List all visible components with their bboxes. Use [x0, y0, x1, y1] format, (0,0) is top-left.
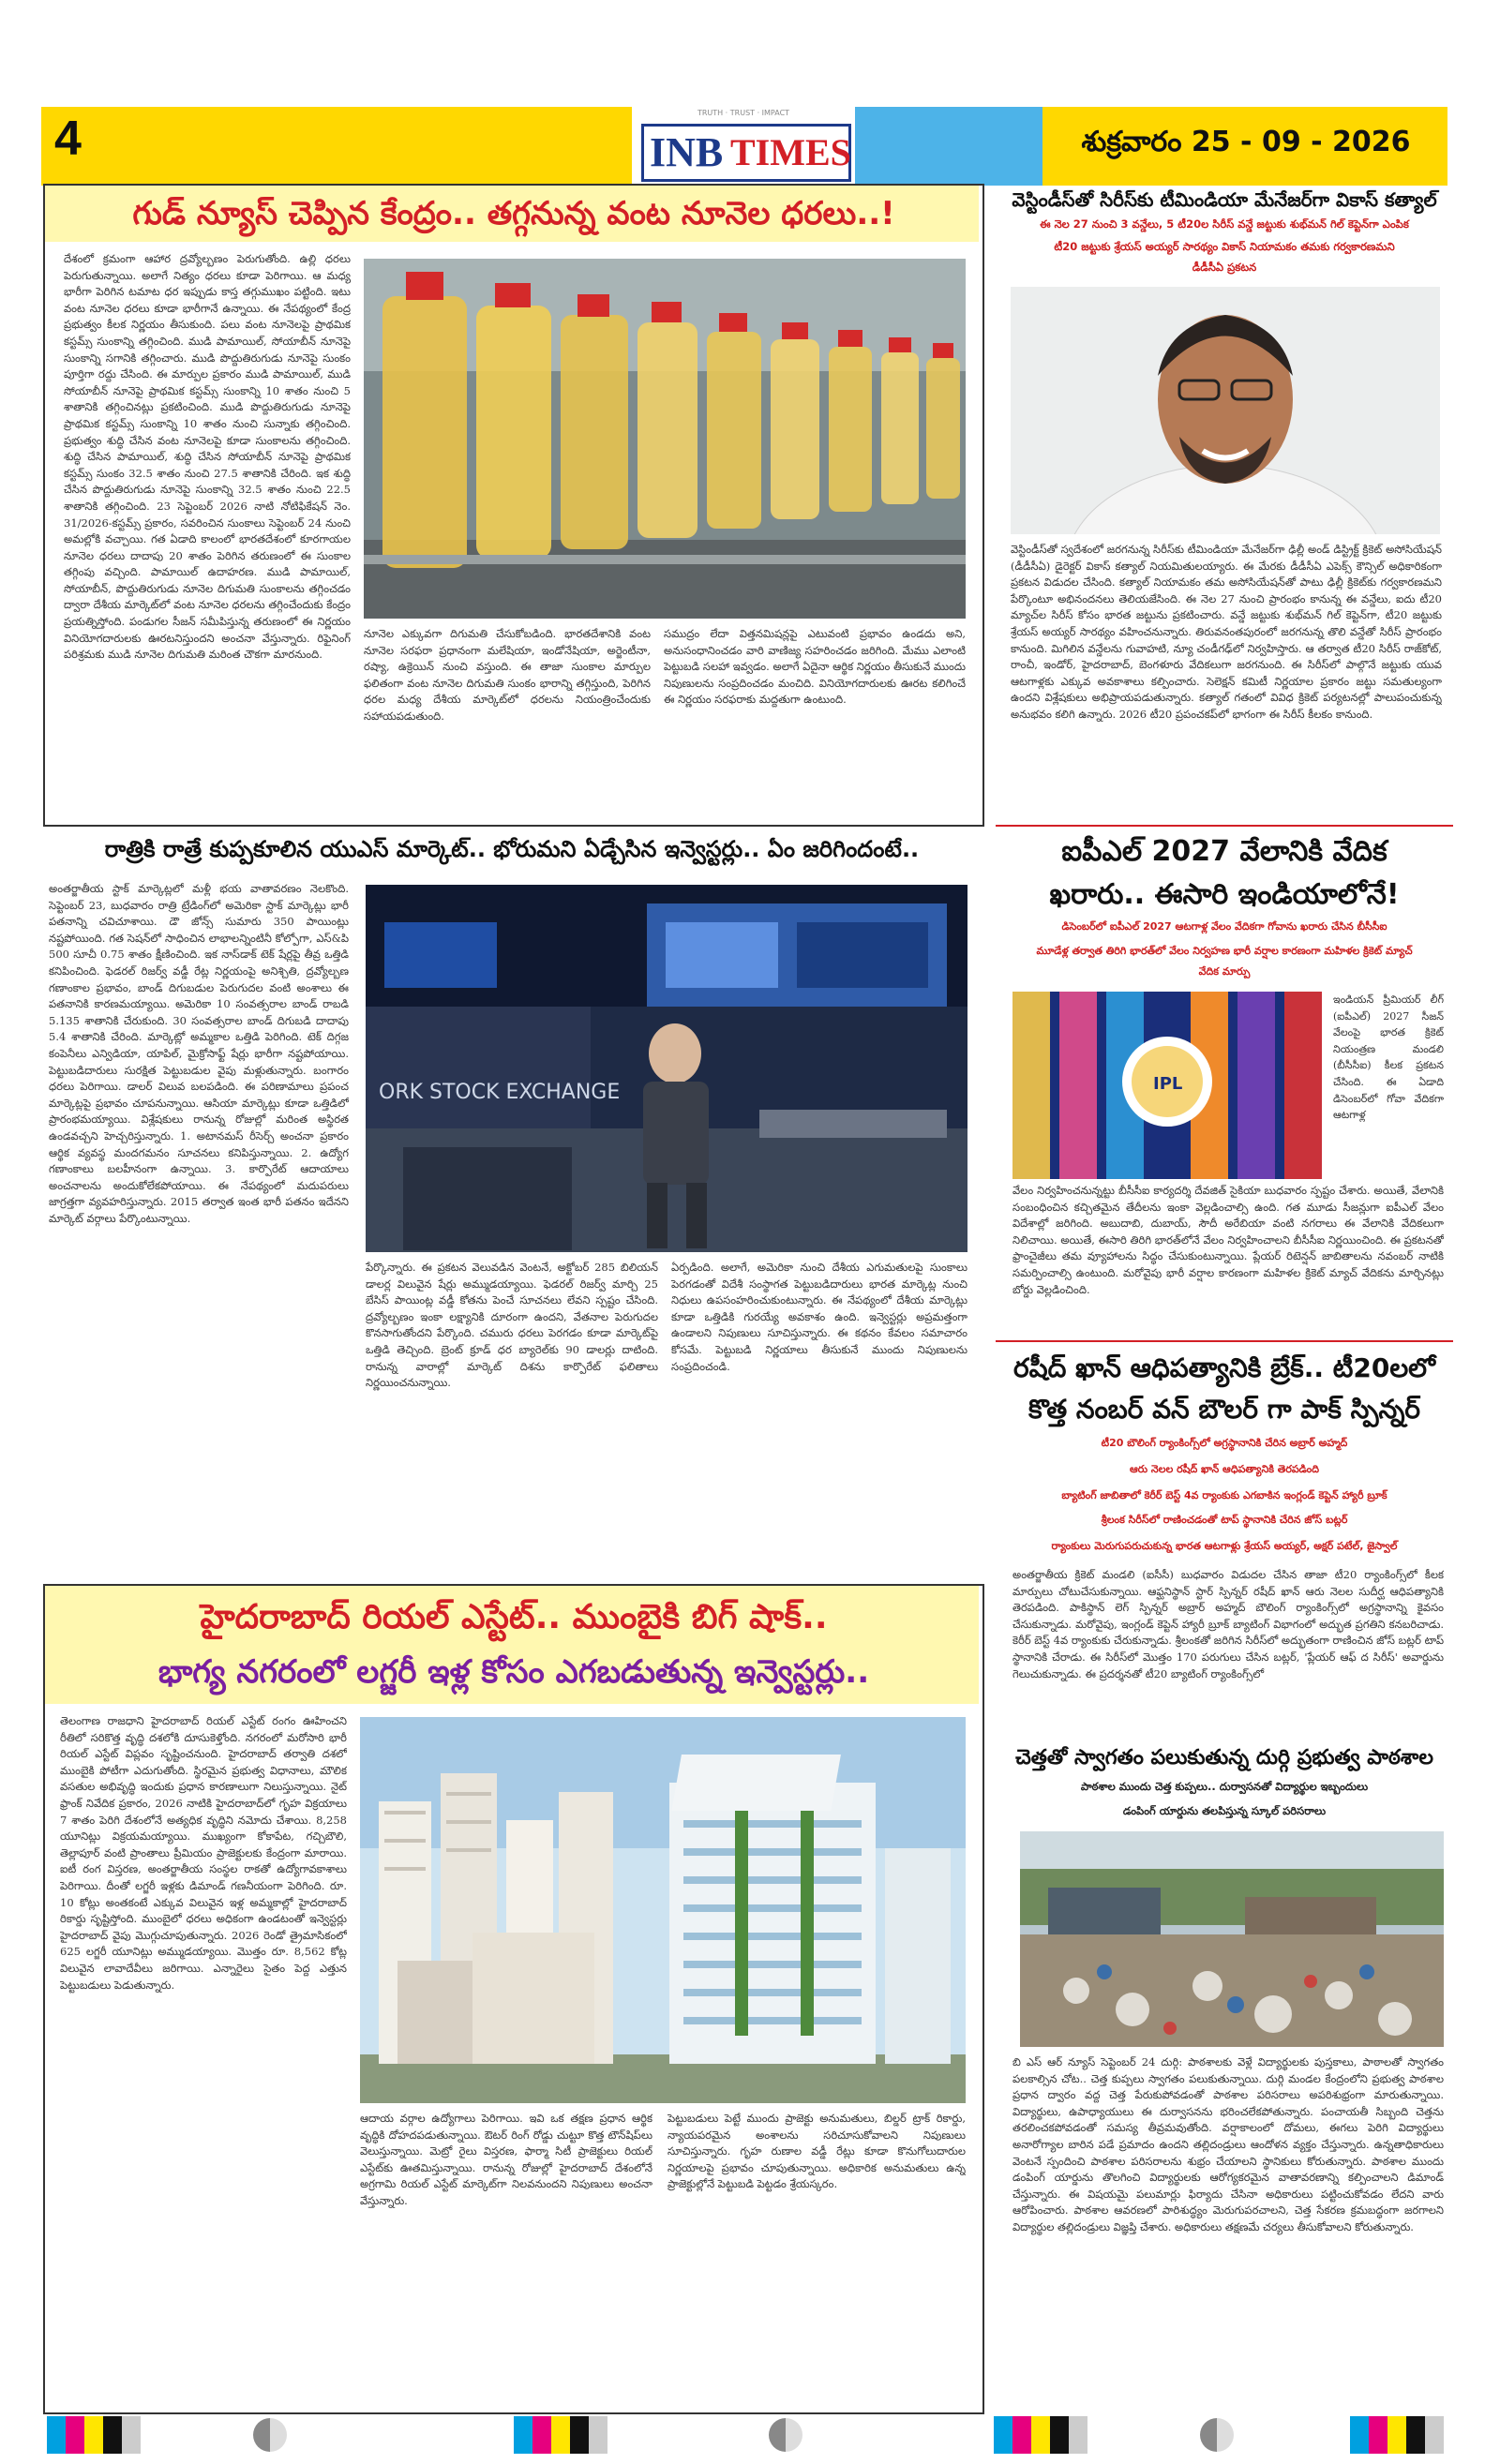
usmarket-body-mid: పేర్కొన్నారు. ఈ ప్రకటన వెలువడిన వెంటనే, అక్టోబర్ 285 బిలియన్ డాలర్ల విలువైన షేర్లు అమ్ముడయ్యాయి. ఫెడరల్ రిజర్వ్ మార్చి 25 బేసిస్ పాయింట్ల వడ్డీ కోతను పెంచే సూచనలు లేవని స్పష్టం చేసింది. ద్రవ్యోల్బణం ఇంకా లక్ష్యానికి దూరంగా ఉందని, వేతనాల పెరుగుదల కొనసాగుతోందని పేర్కొంది. చమురు ధరలు పెరగడం కూడా మార్కెట్‌పై ఒత్తిడి తెచ్చింది. బ్రెంట్ క్రూడ్ ధర బ్యారెల్‌కు 90 డాలర్లు దాటింది. రానున్న వారాల్లో మార్కెట్ దిశను కార్పొరేట్ ఫలితాలు నిర్ణయించనున్నాయి. [366, 1261, 658, 1390]
ipl-body: వేలం నిర్వహించనున్నట్టు బీసీసీఐ కార్యదర్శి దేవజిత్ సైకియా బుధవారం స్పష్టం చేశారు. అయితే, వేలానికి సంబంధించిన కచ్చితమైన తేదీలను ఇంకా వెల్లడించాల్సి ఉంది. గత మూడు సీజన్లుగా ఐపీఎల్ వేలం విదేశాల్లో జరిగింది. అబుదాబి, దుబాయ్, సౌదీ అరేబియా వంటి నగరాలు ఈ వేలానికి వేదికలుగా నిలిచాయి. అయితే, ఈసారి తిరిగి భారత్‌లోనే వేలం నిర్వహించాలని బీసీసీఐ నిర్ణయించింది. ఈ ప్రకటనతో ఫ్రాంచైజీలు తమ వ్యూహాలను సిద్ధం చేసుకుంటున్నాయి. ప్లేయర్ రిటెన్షన్ జాబితాలను నవంబర్ నాటికి సమర్పించాల్సి ఉంటుంది. మరోవైపు భారీ వర్షాల కారణంగా మహిళల క్రికెట్ మ్యాచ్ వేదికను మార్చినట్లు బోర్డు వెల్లడించింది. [1012, 1184, 1444, 1296]
color-bar-mid-1 [514, 2416, 617, 2454]
usmarket-body-right: ఏర్పడింది. అలాగే, అమెరికా నుంచి దేశీయ ఎగుమతులపై సుంకాలు పెరగడంతో విదేశీ సంస్థాగత పెట్టుబడిదారులు భారత మార్కెట్ల నుంచి నిధులు ఉపసంహరించుకుంటున్నారు. ఈ నేపథ్యంలో దేశీయ మార్కెట్లు కూడా ఒత్తిడికి గురయ్యే అవకాశం ఉంది. ఇన్వెస్టర్లు అప్రమత్తంగా ఉండాలని నిపుణులు సూచిస్తున్నారు. ఈ కథనం కేవలం సమాచారం కోసమే. పెట్టుబడి నిర్ణయాలు తీసుకునే ముందు నిపుణులను సంప్రదించండి. [671, 1261, 968, 1373]
svg-text:ORK STOCK EXCHANGE: ORK STOCK EXCHANGE [379, 1081, 621, 1104]
page-number: 4 [54, 112, 82, 166]
usmarket-body-left: అంతర్జాతీయ స్టాక్ మార్కెట్లలో మళ్లీ భయ వాతావరణం నెలకొంది. సెప్టెంబర్ 23, బుధవారం రాత్రి ట్రేడింగ్‌లో అమెరికా స్టాక్ మార్కెట్లు భారీ పతనాన్ని చవిచూశాయి. డౌ జోన్స్ సుమారు 350 పాయింట్లు నష్టపోయింది. గత సెషన్‌లో సాధించిన లాభాలన్నింటినీ కోల్పోగా, ఎస్&పి 500 సూచీ 0.75 శాతం క్షీణించింది. ఇక నాస్‌డాక్ టెక్ షేర్లపై తీవ్ర ఒత్తిడి కనిపించింది. ఫెడరల్ రిజర్వ్ వడ్డీ రేట్ల నిర్ణయంపై అనిశ్చితి, ద్రవ్యోల్బణ గణాంకాల ప్రభావం, బాండ్ దిగుబడుల పెరుగుదల వంటి అంశాలు ఈ పతనానికి కారణమయ్యాయి. అమెరికా 10 సంవత్సరాల బాండ్ రాబడి 5.135 శాతానికి చేరుకుంది. 30 సంవత్సరాల బాండ్ దిగుబడి దాదాపు 5.4 శాతానికి చేరింది. మార్కెట్లో అమ్మకాల ఒత్తిడి పెరిగింది. టెక్ దిగ్గజ కంపెనీలు ఎన్విడియా, యాపిల్, మైక్రోసాఫ్ట్ షేర్లు భారీగా నష్టపోయాయి. పెట్టుబడిదారులు సురక్షిత పెట్టుబడుల వైపు మళ్లుతున్నారు. బంగారం ధరలు పెరిగాయి. డాలర్ విలువ బలపడింది. ఈ పరిణామాలు ప్రపంచ మార్కెట్లపై ప్రభావం చూపనున్నాయి. ఆసియా మార్కెట్లు కూడా ఒత్తిడిలో ప్రారంభమయ్యాయి. విశ్లేషకులు రానున్న రోజుల్లో మరింత అస్థిరత ఉండవచ్చని హెచ్చరిస్తున్నారు. 1. అటానమస్ రీసెర్చ్ అంచనా ప్రకారం ఆర్థిక వ్యవస్థ మందగమనం సూచనలు కనిపిస్తున్నాయి. 2. ఉద్యోగ గణాంకాలు బలహీనంగా ఉన్నాయి. 3. కార్పొరేట్ ఆదాయాలు అంచనాలను అందుకోలేకపోయాయి. ఈ నేపథ్యంలో మదుపరులు జాగ్రత్తగా వ్యవహరిస్తున్నారు. 2015 తర్వాత ఇంత భారీ పతనం ఇదేనని మార్కెట్ వర్గాలు పేర్కొంటున్నాయి. [49, 882, 349, 1225]
kathal-body: వెస్టిండీస్‌తో స్వదేశంలో జరగనున్న సిరీస్‌కు టీమిండియా మేనేజర్‌గా ఢిల్లీ అండ్ డిస్ట్రిక్ట్ క్రికెట్ అసోసియేషన్ (డీడీసీఏ) డైరెక్టర్ వికాస్ కత్యాల్ నియమితులయ్యారు. ఈ మేరకు డీడీసీఏ ఎపెక్స్ కౌన్సిల్ అధికారికంగా ప్రకటన విడుదల చేసింది. కత్యాల్ నియామకం తమ అసోసియేషన్‌తో పాటు ఢిల్లీ క్రికెట్‌కు గర్వకారణమని పేర్కొంటూ అభినందనలు తెలియజేసింది. ఈ నెల 27 నుంచి ప్రారంభం కానున్న ఈ వన్డేలు, ఐదు టీ20 మ్యాచ్‌ల సిరీస్ కోసం భారత జట్టును ప్రకటించారు. వన్డే జట్టుకు శుభ్‌మన్ గిల్ కెప్టెన్‌గా, టీ20 జట్టుకు శ్రేయస్ అయ్యర్ సారథ్యం వహించనున్నారు. తిరువనంతపురంలో జరగనున్న తొలి వన్డేతో సిరీస్ ప్రారంభం కానుంది. మిగిలిన వన్డేలను గువాహటి, న్యూ చండీగఢ్‌లో నిర్వహిస్తారు. ఆ తర్వాత టీ20 సిరీస్ రాజ్‌కోట్, రాంచీ, ఇండోర్, హైదరాబాద్, బెంగళూరు వేదికలుగా జరగనుంది. ఈ సిరీస్‌లో పాల్గొనే జట్టుకు యువ ఆటగాళ్లకు ఎక్కువ అవకాశాలు కల్పించారు. సెలెక్షన్ కమిటీ నిర్ణయాల ప్రకారం జట్టు సమతుల్యంగా ఉందని విశ్లేషకులు అభిప్రాయపడుతున్నారు. కత్యాల్ గతంలో వివిధ క్రికెట్ పర్యటనల్లో పాలుపంచుకున్న అనుభవం కలిగి ఉన్నారు. 2026 టీ20 ప్రపంచకప్‌లో భాగంగా ఈ సిరీస్ కీలకం కానుంది. [1011, 543, 1442, 721]
stock-exchange-photo [366, 885, 968, 1252]
rashid-sub-1: టీ20 బౌలింగ్ ర్యాంకింగ్స్‌లో అగ్రస్థానానికి చేరిన అబ్రార్ అహ్మద్ [1101, 1437, 1348, 1449]
svg-text:IPL: IPL [1153, 1074, 1183, 1094]
garbage-photo [1020, 1831, 1444, 2047]
rashid-sub-2: ఆరు నెలల రషీద్ ఖాన్ ఆధిపత్యానికి తెరపడింది [1130, 1463, 1319, 1475]
rashid-sub-3: బ్యాటింగ్ జాబితాలో కెరీర్ బెస్ట్ 4వ ర్యాంకుకు ఎగబాకిన ఇంగ్లండ్ కెప్టెన్ హ్యారీ బ్రూక్ [1061, 1489, 1388, 1501]
school-body: బి ఎస్ ఆర్ న్యూస్ సెప్టెంబర్ 24 దుర్గి: పాఠశాలకు వెళ్లే విద్యార్థులకు పుస్తకాలు, పాఠాలతో స్వాగతం పలకాల్సిన చోట.. చెత్త కుప్పలు స్వాగతం పలుకుతున్నాయి. దుర్గి మండల కేంద్రంలోని ప్రభుత్వ పాఠశాల ప్రధాన ద్వారం వద్ద చెత్త పేరుకుపోవడంతో పాఠశాల పరిసరాలు అపరిశుభ్రంగా మారుతున్నాయి. విద్యార్థులు, ఉపాధ్యాయులు ఈ దుర్వాసనను భరించలేకపోతున్నారు. పంచాయతీ సిబ్బంది చెత్తను తరలించకపోవడంతో సమస్య తీవ్రమవుతోంది. వర్షాకాలంలో దోమలు, ఈగలు పెరిగి విద్యార్థులు అనారోగ్యాల బారిన పడే ప్రమాదం ఉందని తల్లిదండ్రులు ఆందోళన వ్యక్తం చేస్తున్నారు. ఉన్నతాధికారులు వెంటనే స్పందించి పాఠశాల పరిసరాలను శుభ్రం చేయాలని స్థానికులు కోరుతున్నారు. పాఠశాల ముందు డంపింగ్ యార్డును తొలగించి విద్యార్థులకు ఆరోగ్యకరమైన వాతావరణాన్ని కల్పించాలని డిమాండ్ చేస్తున్నారు. ఈ విషయమై పలుమార్లు ఫిర్యాదు చేసినా అధికారులు పట్టించుకోవడం లేదని వారు ఆరోపించారు. పాఠశాల ఆవరణలో పారిశుద్ధ్యం మెరుగుపరచాలని, చెత్త సేకరణ క్రమబద్ధంగా జరగాలని విద్యార్థుల తల్లిదండ్రులు విజ్ఞప్తి చేశారు. అధికారులు తక్షణమే చర్యలు తీసుకోవాలని కోరుతున్నారు. [1012, 2055, 1444, 2233]
rashid-sub-4: శ్రీలంక సిరీస్‌లో రాణించడంతో టాప్ స్థానానికి చేరిన జోస్ బట్లర్ [1101, 1514, 1348, 1526]
ipl-trophy-photo [1012, 992, 1322, 1179]
page-number-band [41, 107, 632, 186]
oil-headline: గుడ్ న్యూస్ చెప్పిన కేంద్రం.. తగ్గనున్న వంట నూనెల ధరలు..! [132, 195, 895, 232]
rashid-headline-1: రషీద్ ఖాన్ ఆధిపత్యానికి బ్రేక్.. టీ20లలో [1013, 1352, 1435, 1383]
oil-body-left: దేశంలో క్రమంగా ఆహార ద్రవ్యోల్బణం పెరుగుతోంది. ఉల్లి ధరలు పెరుగుతున్నాయి. అలాగే నిత్యం ధరలు కూడా పెరిగాయి. ఆ మధ్య భారీగా పెరిగిన టమాట ధర ఇప్పుడు కాస్త తగ్గుముఖం పట్టింది. ఇటు వంట నూనెల ధరలు కూడా భారీగానే ఉన్నాయి. ఈ నేపథ్యంలో కేంద్ర ప్రభుత్వం కీలక నిర్ణయం తీసుకుంది. పలు వంట నూనెలపై ప్రాథమిక కస్టమ్స్ సుంకాన్ని తగ్గించింది. ముడి పామాయిల్, సోయాబీన్ నూనెపై సుంకాన్ని సగానికి తగ్గించారు. ముడి పొద్దుతిరుగుడు నూనెపై సుంకం పూర్తిగా రద్దు చేసింది. ఈ మార్పుల ప్రకారం ముడి పామాయిల్, ముడి సోయాబీన్ నూనెపై ప్రాథమిక కస్టమ్స్ సుంకాన్ని 10 శాతం నుంచి 5 శాతానికి తగ్గించినట్లు ప్రకటించింది. ముడి పొద్దుతిరుగుడు నూనెపై ప్రాథమిక కస్టమ్స్ సుంకాన్ని 10 శాతం నుంచి సున్నాకు తగ్గించింది. ప్రభుత్వం శుద్ధి చేసిన వంట నూనెలపై కూడా సుంకాలను తగ్గించింది. శుద్ధి చేసిన పామాయిల్, శుద్ధి చేసిన సోయాబీన్ నూనెపై ప్రాథమిక కస్టమ్స్ సుంకం 32.5 శాతం నుంచి 27.5 శాతానికి చేరింది. ఇక శుద్ధి చేసిన పొద్దుతిరుగుడు నూనెపై సుంకాన్ని 32.5 శాతం నుంచి 22.5 శాతానికి తగ్గించింది. 23 సెప్టెంబర్ 2026 నాటి నోటిఫికేషన్ నెం. 31/2026-కస్టమ్స్ ప్రకారం, సవరించిన సుంకాలు సెప్టెంబర్ 24 నుంచి అమల్లోకి వచ్చాయి. గత ఏడాది కాలంలో భారతదేశంలో కూరగాయల నూనెల ధరలు దాదాపు 20 శాతం పెరిగిన తరుణంలో ఈ సుంకాల తగ్గింపు వచ్చింది. పామాయిల్ ఉదాహరణ. ముడి పామాయిల్, సోయాబీన్, పొద్దుతిరుగుడు నూనెల దిగుమతి సుంకాలను తగ్గించడం ద్వారా దేశీయ మార్కెట్‌లో వంట నూనెల ధరలను తగ్గించేందుకు కేంద్రం ప్రయత్నిస్తోంది. పండుగల సీజన్ సమీపిస్తున్న తరుణంలో ఈ నిర్ణయం వినియోగదారులకు ఊరటనిస్తుందని అంచనా వేస్తున్నారు. రిఫైనింగ్ పరిశ్రమకు ముడి నూనెల దిగుమతి మరింత చౌకగా మారనుంది. [64, 252, 351, 662]
rashid-sub-5: ర్యాంకులు మెరుగుపరుచుకున్న భారత ఆటగాళ్లు శ్రేయస్ అయ్యర్, అక్షర్ పటేల్, జైస్వాల్ [1051, 1540, 1398, 1552]
reg-mark-3 [1200, 2418, 1234, 2452]
logo-tagline: TRUTH · TRUST · IMPACT [697, 109, 790, 117]
ipl-body-right: ఇండియన్ ప్రీమియర్ లీగ్ (ఐపీఎల్) 2027 సీజన్ వేలంపై భారత క్రికెట్ నియంత్రణ మండలి (బీసీసీఐ) కీలక ప్రకటన చేసింది. ఈ ఏడాది డిసెంబర్‌లో గోవా వేదికగా ఆటగాళ్ల [1333, 993, 1444, 1122]
rashid-body: అంతర్జాతీయ క్రికెట్ మండలి (ఐసీసీ) బుధవారం విడుదల చేసిన తాజా టీ20 ర్యాంకింగ్స్‌లో కీలక మార్పులు చోటుచేసుకున్నాయి. ఆఫ్ఘనిస్థాన్ స్టార్ స్పిన్నర్ రషీద్ ఖాన్ ఆరు నెలల సుదీర్ఘ ఆధిపత్యానికి తెరపడింది. పాకిస్థాన్ లెగ్ స్పిన్నర్ అబ్రార్ అహ్మద్ బౌలింగ్ ర్యాంకింగ్స్‌లో అగ్రస్థానాన్ని కైవసం చేసుకున్నాడు. మరోవైపు, ఇంగ్లండ్ కెప్టెన్ హ్యారీ బ్రూక్ బ్యాటింగ్ విభాగంలో అద్భుత ప్రగతిని కనబరిచాడు. కెరీర్ బెస్ట్ 4వ ర్యాంకుకు చేరుకున్నాడు. శ్రీలంకతో జరిగిన సిరీస్‌లో అద్భుతంగా రాణించిన జోస్ బట్లర్ టాప్ స్థానానికి చేరాడు. ఈ సిరీస్‌లో మొత్తం 170 పరుగులు చేసిన బట్లర్, 'ప్లేయర్ ఆఫ్ ద సిరీస్' అవార్డును గెలుచుకున్నాడు. ఈ ప్రదర్శనతో టీ20 బ్యాటింగ్ ర్యాంకింగ్స్‌లో [1012, 1568, 1444, 1680]
school-sub-1: పాఠశాల ముందు చెత్త కుప్పలు.. దుర్వాసనతో విద్యార్థుల ఇబ్బందులు [1080, 1780, 1369, 1793]
realestate-body-right: పెట్టుబడులు పెట్టే ముందు ప్రాజెక్టు అనుమతులు, బిల్డర్ ట్రాక్ రికార్డు, న్యాయపరమైన అంశాలను సరిచూసుకోవాలని నిపుణులు సూచిస్తున్నారు. గృహ రుణాల వడ్డీ రేట్లు కూడా కొనుగోలుదారుల నిర్ణయాలపై ప్రభావం చూపుతున్నాయి. అధికారిక అనుమతులు ఉన్న ప్రాజెక్టుల్లోనే పెట్టుబడి పెట్టడం శ్రేయస్కరం. [668, 2112, 966, 2191]
kathal-sub-3: డీడీసీఏ ప్రకటన [1192, 261, 1257, 274]
sky-band [855, 107, 1042, 186]
kathal-sub-2: టీ20 జట్టుకు శ్రేయస్ అయ్యర్ సారథ్యం వికాస్ నియామకం తమకు గర్వకారణమని [1054, 240, 1395, 253]
reg-mark-2 [769, 2418, 802, 2452]
logo-inb: INB [650, 129, 724, 175]
oil-bottles-photo [364, 259, 966, 619]
ipl-divider [996, 1340, 1453, 1342]
school-headline: చెత్తతో స్వాగతం పలుకుతున్న దుర్గి ప్రభుత్వ పాఠశాల [1015, 1746, 1433, 1770]
date: శుక్రవారం 25 - 09 - 2026 [1081, 126, 1411, 158]
usmarket-headline: రాత్రికి రాత్రే కుప్పకూలిన యుఎస్ మార్కెట్.. భోరుమని ఏడ్చేసిన ఇన్వెస్టర్లు.. ఏం జరిగిందంటే.. [104, 836, 920, 862]
school-sub-2: డంపింగ్ యార్డును తలపిస్తున్న స్కూల్ పరిసరాలు [1122, 1804, 1327, 1817]
realestate-headline-2: భాగ్య నగరంలో లగ్జరీ ఇళ్ల కోసం ఎగబడుతున్న ఇన్వెస్టర్లు.. [158, 1653, 870, 1691]
color-bar-right [1350, 2416, 1453, 2454]
kathal-divider [996, 825, 1453, 827]
ipl-headline-2: ఖరారు.. ఈసారి ఇండియాలోనే! [1049, 878, 1400, 911]
reg-mark-1 [253, 2418, 287, 2452]
rashid-headline-2: కొత్త నంబర్ వన్ బౌలర్ గా పాక్ స్పిన్నర్ [1028, 1394, 1421, 1425]
realestate-body-left: తెలంగాణ రాజధాని హైదరాబాద్ రియల్ ఎస్టేట్ రంగం ఊహించని రీతిలో సరికొత్త వృద్ధి దశలోకి దూసుకెళ్తోంది. నగరంలో మరోసారి భారీ రియల్ ఎస్టేట్ విప్లవం సృష్టించనుంది. హైదరాబాద్ తర్వాతి దశలో ముంబైకి పోటీగా ఎదుగుతోంది. స్థిరమైన ప్రభుత్వ విధానాలు, మౌలిక వసతుల అభివృద్ధి ఇందుకు ప్రధాన కారణాలుగా నిలుస్తున్నాయి. నైట్ ఫ్రాంక్ నివేదిక ప్రకారం, 2026 నాటికి హైదరాబాద్‌లో గృహ విక్రయాలు 7 శాతం పెరిగి దేశంలోనే అత్యధిక వృద్ధిని నమోదు చేశాయి. 8,258 యూనిట్లు విక్రయమయ్యాయి. ముఖ్యంగా కోకాపేట, గచ్చిబౌలి, తెల్లాపూర్ వంటి ప్రాంతాలు ప్రీమియం ప్రాజెక్టులకు కేంద్రంగా మారాయి. ఐటీ రంగ విస్తరణ, అంతర్జాతీయ సంస్థల రాకతో ఉద్యోగావకాశాలు పెరిగాయి. దీంతో లగ్జరీ ఇళ్లకు డిమాండ్ గణనీయంగా పెరిగింది. రూ. 10 కోట్లు అంతకంటే ఎక్కువ విలువైన ఇళ్ల అమ్మకాల్లో హైదరాబాద్ రికార్డు సృష్టిస్తోంది. ముంబైలో ధరలు అధికంగా ఉండటంతో ఇన్వెస్టర్లు హైదరాబాద్ వైపు మొగ్గుచూపుతున్నారు. 2026 రెండో త్రైమాసికంలో 625 లగ్జరీ యూనిట్లు అమ్ముడయ్యాయి. మొత్తం రూ. 8,562 కోట్ల విలువైన లావాదేవీలు జరిగాయి. ఎన్నారైలు సైతం పెద్ద ఎత్తున పెట్టుబడులు పెడుతున్నారు. [60, 1714, 347, 1992]
ipl-headline-1: ఐపీఎల్ 2027 వేలానికి వేదిక [1061, 835, 1388, 868]
oil-body-right: సముద్రం లేదా విత్తనమిషన్లపై ఎటువంటి ప్రభావం ఉండదు అని, అనుసంధానించడం వారి వాణిజ్య సహరించడం జరిగింది. మేము ఎలాంటి పెట్టుబడి సలహా ఇవ్వడం. అలాగే ఏదైనా ఆర్థిక నిర్ణయం తీసుకునే ముందు నిపుణులను సంప్రదించడం మంచిది. వినియోగదారులకు ఊరట కలిగించే ఈ నిర్ణయం సరఫరాకు మద్దతుగా ఉంటుంది. [664, 627, 966, 707]
logo-times: TIMES [730, 131, 851, 173]
realestate-body-mid: ఆదాయ వర్గాల ఉద్యోగాలు పెరిగాయి. ఇవి ఒక తక్షణ ప్రధాన ఆర్థిక వృద్ధికి దోహదపడుతున్నాయి. ఔటర్ రింగ్ రోడ్డు చుట్టూ కొత్త టౌన్‌షిప్‌లు వెలుస్తున్నాయి. మెట్రో రైలు విస్తరణ, ఫార్మా సిటీ ప్రాజెక్టులు రియల్ ఎస్టేట్‌కు ఊతమిస్తున్నాయి. రానున్న రోజుల్లో హైదరాబాద్ దేశంలోనే అగ్రగామి రియల్ ఎస్టేట్ మార్కెట్‌గా నిలవనుందని నిపుణులు అంచనా వేస్తున్నారు. [360, 2112, 652, 2207]
ipl-sub-3: వేదిక మార్పు [1198, 965, 1251, 978]
masthead [41, 107, 1448, 186]
ipl-sub-1: డిసెంబర్‌లో ఐపీఎల్ 2027 ఆటగాళ్ల వేలం వేదికగా గోవాను ఖరారు చేసిన బీసీసీఐ [1061, 920, 1388, 933]
oil-body-mid: నూనెల ఎక్కువగా దిగుమతి చేసుకోబడింది. భారతదేశానికి వంట నూనెల సరఫరా ప్రధానంగా మలేషియా, ఇండోనేషియా, అర్జెంటీనా, రష్యా, ఉక్రెయిన్ నుంచి వస్తుంది. ఈ తాజా సుంకాల మార్పుల ఫలితంగా వంట నూనెల దిగుమతి సుంకం భారాన్ని తగ్గిస్తుంది, పెరిగిన ధరల మధ్య దేశీయ మార్కెట్‌లో ధరలను నియంత్రించేందుకు సహాయపడుతుంది. [364, 627, 651, 723]
ipl-sub-2: మూడేళ్ల తర్వాత తిరిగి భారత్‌లో వేలం నిర్వహణ భారీ వర్షాల కారణంగా మహిళల క్రికెట్ మ్యాచ్ [1036, 945, 1413, 957]
towers-photo [360, 1717, 966, 2103]
kathal-headline: వెస్టిండీస్‌తో సిరీస్‌కు టీమిండియా మేనేజర్‌గా వికాస్ కత్యాల్ [1012, 188, 1437, 211]
realestate-headline-1: హైదరాబాద్ రియల్ ఎస్టేట్.. ముంబైకి బిగ్ షాక్.. [200, 1598, 828, 1636]
kathal-sub-1: ఈ నెల 27 నుంచి 3 వన్డేలు, 5 టీ20ల సిరీస్ వన్డే జట్టుకు శుభ్‌మన్ గిల్ కెప్టెన్‌గా ఎంపిక [1040, 217, 1409, 231]
logo [632, 103, 855, 187]
kathal-portrait [1011, 287, 1440, 534]
color-bar-mid-2 [994, 2416, 1097, 2454]
color-bar-left [47, 2416, 150, 2454]
logo-box [641, 124, 851, 182]
